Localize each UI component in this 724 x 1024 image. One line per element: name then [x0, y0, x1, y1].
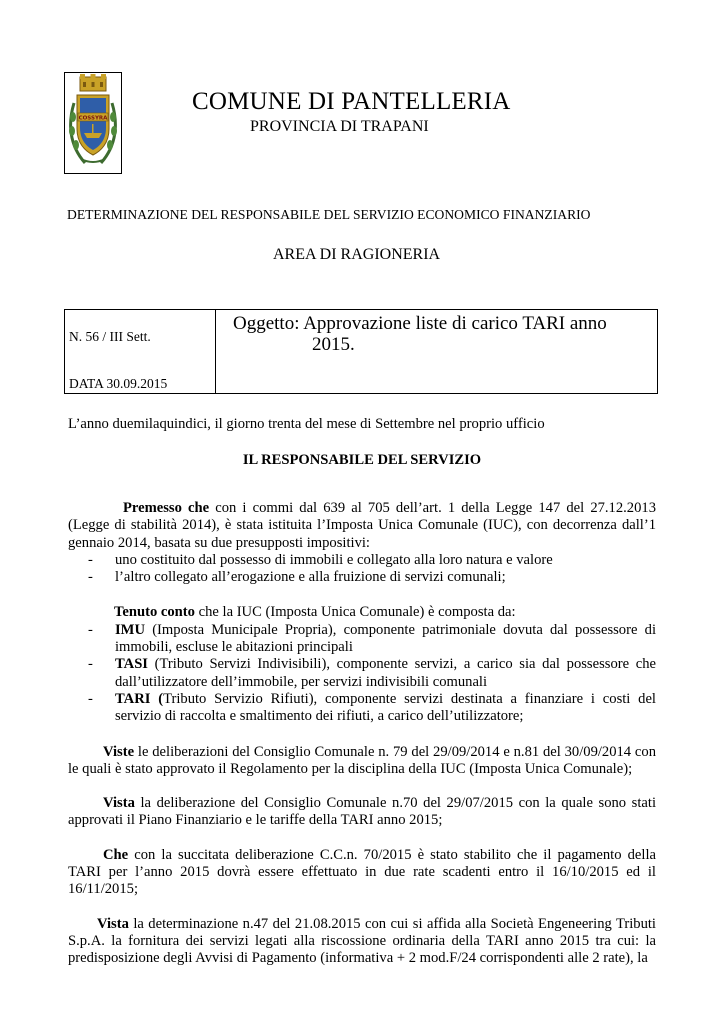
viste-paragraph — [68, 744, 656, 779]
responsabile-heading: IL RESPONSABILE DEL SERVIZIO — [242, 452, 482, 468]
term-tasi: TASI — [115, 656, 148, 673]
municipality-title: COMUNE DI PANTELLERIA — [192, 88, 511, 115]
vista1-paragraph — [68, 795, 656, 830]
vista1-label: Vista — [103, 795, 135, 812]
vista2-label: Vista — [97, 915, 129, 932]
che-label: Che — [103, 846, 129, 863]
che-paragraph — [68, 847, 656, 899]
info-box — [64, 309, 658, 394]
vista2-text: la determinazione n.47 del 21.08.2015 con cui si affida alla Società Engeneering Tributi S.p.A. la fornitura dei servizi legati alla riscossione ordinaria della TARI anno 2015 tra cui: la predisposizione degli Avvisi di Pagamento (informativa + 2 mod.F/24 corrispondenti alle 2 rate), la — [68, 915, 656, 967]
term-imu: IMU — [115, 621, 145, 638]
vista1-text: la deliberazione del Consiglio Comunale n.70 del 29/07/2015 con la quale sono stati approvati il Piano Finanziario e le tariffe della TARI anno 2015; — [68, 795, 656, 829]
term-tari: TARI ( — [115, 690, 164, 707]
list-item-tasi — [68, 656, 656, 691]
list-item: - uno costituito dal possesso di immobili e collegato alla loro natura e valore — [68, 552, 656, 569]
list-item: - l’altro collegato all’erogazione e alla fruizione di servizi comunali; — [68, 569, 656, 586]
viste-label: Viste — [103, 743, 135, 760]
tenuto-label: Tenuto conto — [114, 604, 195, 621]
tenuto-text: che la IUC (Imposta Unica Comunale) è composta da: — [194, 604, 516, 621]
logo-text: COSSYRA — [78, 115, 108, 122]
premesso-list — [68, 552, 656, 587]
province-subtitle: PROVINCIA DI TRAPANI — [250, 118, 429, 135]
che-text: con la succitata deliberazione C.C.n. 70/2015 è stato stabilito che il pagamento della TARI per l’anno 2015 dovrà essere effettuato in due rate scadenti entro il 16/10/2015 ed il 16/11/2015; — [68, 846, 656, 898]
list-item-imu — [68, 622, 656, 657]
info-box-divider — [215, 310, 216, 393]
vista2-paragraph — [68, 916, 656, 968]
document-number: N. 56 / III Sett. — [69, 329, 151, 344]
tenuto-list — [68, 622, 656, 726]
spacer — [68, 726, 656, 744]
subject-line-2: 2015. — [312, 334, 355, 355]
document-body — [68, 500, 656, 968]
list-item-tari — [68, 691, 656, 726]
document-subject — [233, 313, 607, 355]
text-tasi: (Tributo Servizi Indivisibili), componente servizi, a carico sia dal possessore che dall’utilizzatore dell’immobile, per servizi indivisibili comunali — [115, 656, 656, 690]
premesso-paragraph — [68, 500, 656, 552]
text-imu: (Imposta Municipale Propria), componente patrimoniale dovuta dal possessore di immobili, escluse le abitazioni principali — [115, 621, 656, 656]
text-tari: Tributo Servizio Rifiuti), componente servizi destinata a finanziare i costi del servizio di raccolta e smaltimento dei rifiuti, a carico dell’utilizzatore; — [115, 690, 656, 725]
intro-line: L’anno duemilaquindici, il giorno trenta del mese di Settembre nel proprio ufficio — [68, 416, 545, 432]
spacer — [68, 899, 656, 916]
spacer — [68, 778, 656, 795]
municipal-crest-logo — [64, 72, 122, 174]
spacer — [68, 830, 656, 847]
subject-line-1: Oggetto: Approvazione liste di carico TARI anno — [233, 313, 607, 334]
determination-heading: DETERMINAZIONE DEL RESPONSABILE DEL SERVIZIO ECONOMICO FINANZIARIO — [67, 207, 591, 222]
premesso-text: con i commi dal 639 al 705 dell’art. 1 della Legge 147 del 27.12.2013 (Legge di stabilità 2014), è stata istituita l’Imposta Unica Comunale (IUC), con decorrenza dall’1 gennaio 2014, basata su due presupposti impositivi: — [68, 500, 656, 551]
tenuto-paragraph — [68, 604, 656, 621]
spacer — [68, 586, 656, 604]
viste-text: le deliberazioni del Consiglio Comunale n. 79 del 29/09/2014 e n.81 del 30/09/2014 con le quali è stato approvato il Regolamento per la disciplina della IUC (Imposta Unica Comunale); — [68, 743, 656, 777]
premesso-label: Premesso che — [123, 500, 210, 516]
area-heading: AREA DI RAGIONERIA — [273, 246, 441, 263]
document-date: DATA 30.09.2015 — [69, 376, 168, 391]
